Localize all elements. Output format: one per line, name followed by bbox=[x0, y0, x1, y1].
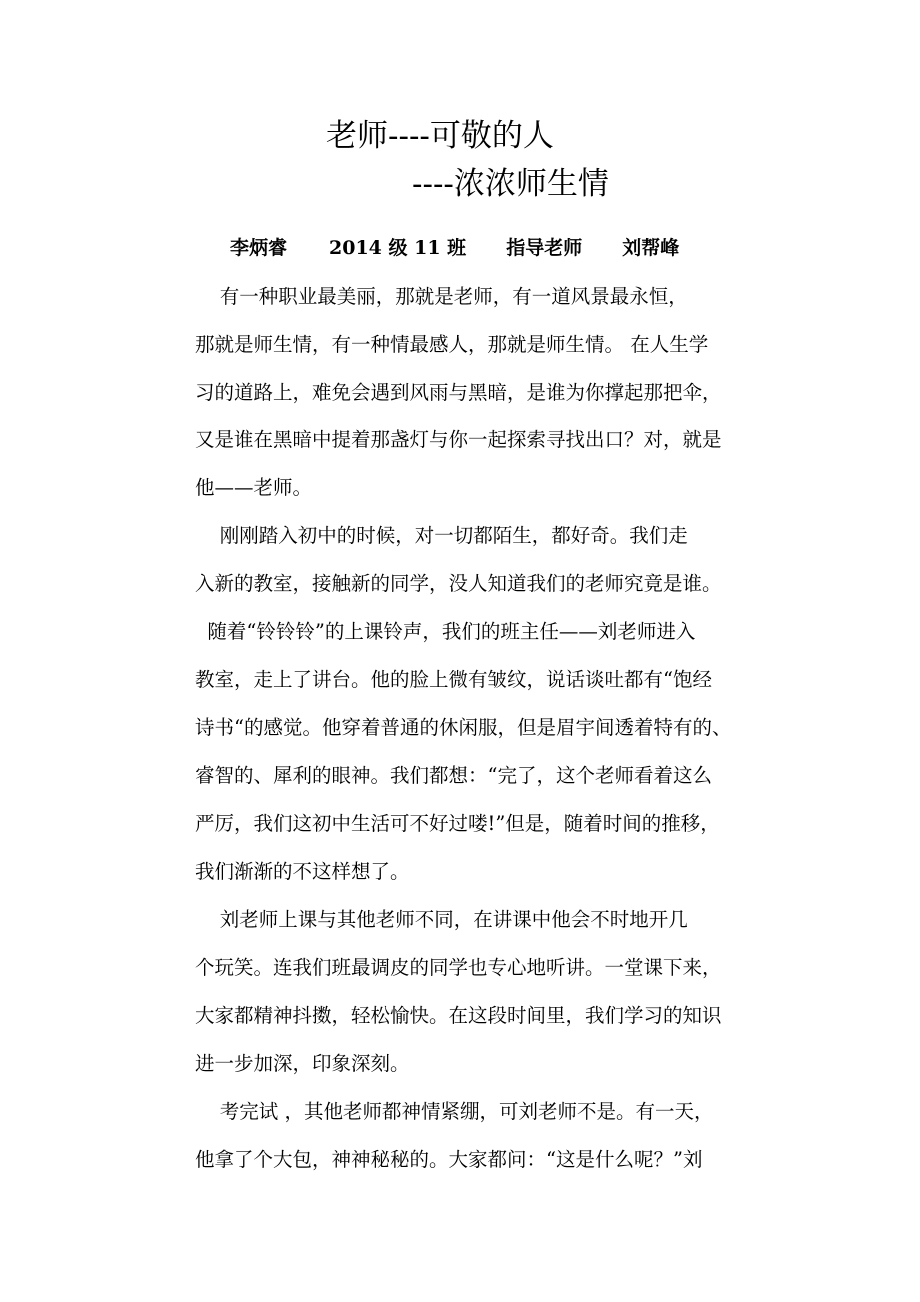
body-line: 考完试 ，其他老师都神情紧绷，可刘老师不是。有一天， bbox=[195, 1100, 714, 1123]
body-line: 又是谁在黑暗中提着那盏灯与你一起探索寻找出口？对，就是 bbox=[195, 428, 722, 451]
title-main: 老师----可敬的人 bbox=[326, 118, 554, 154]
body-line: 诗书“的感觉。他穿着普通的休闲服，但是眉宇间透着特有的、 bbox=[195, 716, 732, 739]
body-line: 刘老师上课与其他老师不同，在讲课中他会不时地开几 bbox=[195, 908, 688, 931]
advisor-name: 刘帮峰 bbox=[622, 237, 680, 259]
byline bbox=[230, 231, 679, 265]
body-line: 习的道路上，难免会遇到风雨与黑暗，是谁为你撑起那把伞， bbox=[195, 381, 722, 404]
body-line: 教室，走上了讲台。他的脸上微有皱纹，说话谈吐都有“饱经 bbox=[195, 668, 712, 691]
body-line: 入新的教室，接触新的同学，没人知道我们的老师究竟是谁。 bbox=[195, 572, 722, 595]
body-line: 大家都精神抖擞，轻松愉快。在这段时间里，我们学习的知识 bbox=[195, 1004, 722, 1027]
body-line: 刚刚踏入初中的时候，对一切都陌生，都好奇。我们走 bbox=[195, 524, 688, 547]
body-line: 他拿了个大包，神神秘秘的。大家都问：“这是什么呢？”刘 bbox=[195, 1148, 703, 1171]
body-line: 我们渐渐的不这样想了。 bbox=[195, 860, 410, 883]
body-line: 随着“铃铃铃”的上课铃声，我们的班主任——刘老师进入 bbox=[195, 620, 696, 643]
class-info: 2014 级 11 班 bbox=[329, 237, 467, 259]
body-line: 有一种职业最美丽，那就是老师，有一道风景最永恒， bbox=[195, 285, 688, 308]
body-line: 个玩笑。连我们班最调皮的同学也专心地听讲。一堂课下来， bbox=[195, 956, 722, 979]
body-line: 进一步加深，印象深刻。 bbox=[195, 1052, 410, 1075]
title-sub: ----浓浓师生情 bbox=[412, 166, 609, 202]
body-line: 那就是师生情，有一种情最感人，那就是师生情。 在人生学 bbox=[195, 333, 709, 356]
body-line: 严厉，我们这初中生活可不好过喽!”但是，随着时间的推移， bbox=[195, 812, 720, 835]
body-line: 睿智的、犀利的眼神。我们都想：“完了，这个老师看着这么 bbox=[195, 764, 712, 787]
advisor-label: 指导老师 bbox=[506, 237, 583, 259]
author-name: 李炳睿 bbox=[230, 237, 288, 259]
body-line: 他——老师。 bbox=[195, 476, 313, 499]
